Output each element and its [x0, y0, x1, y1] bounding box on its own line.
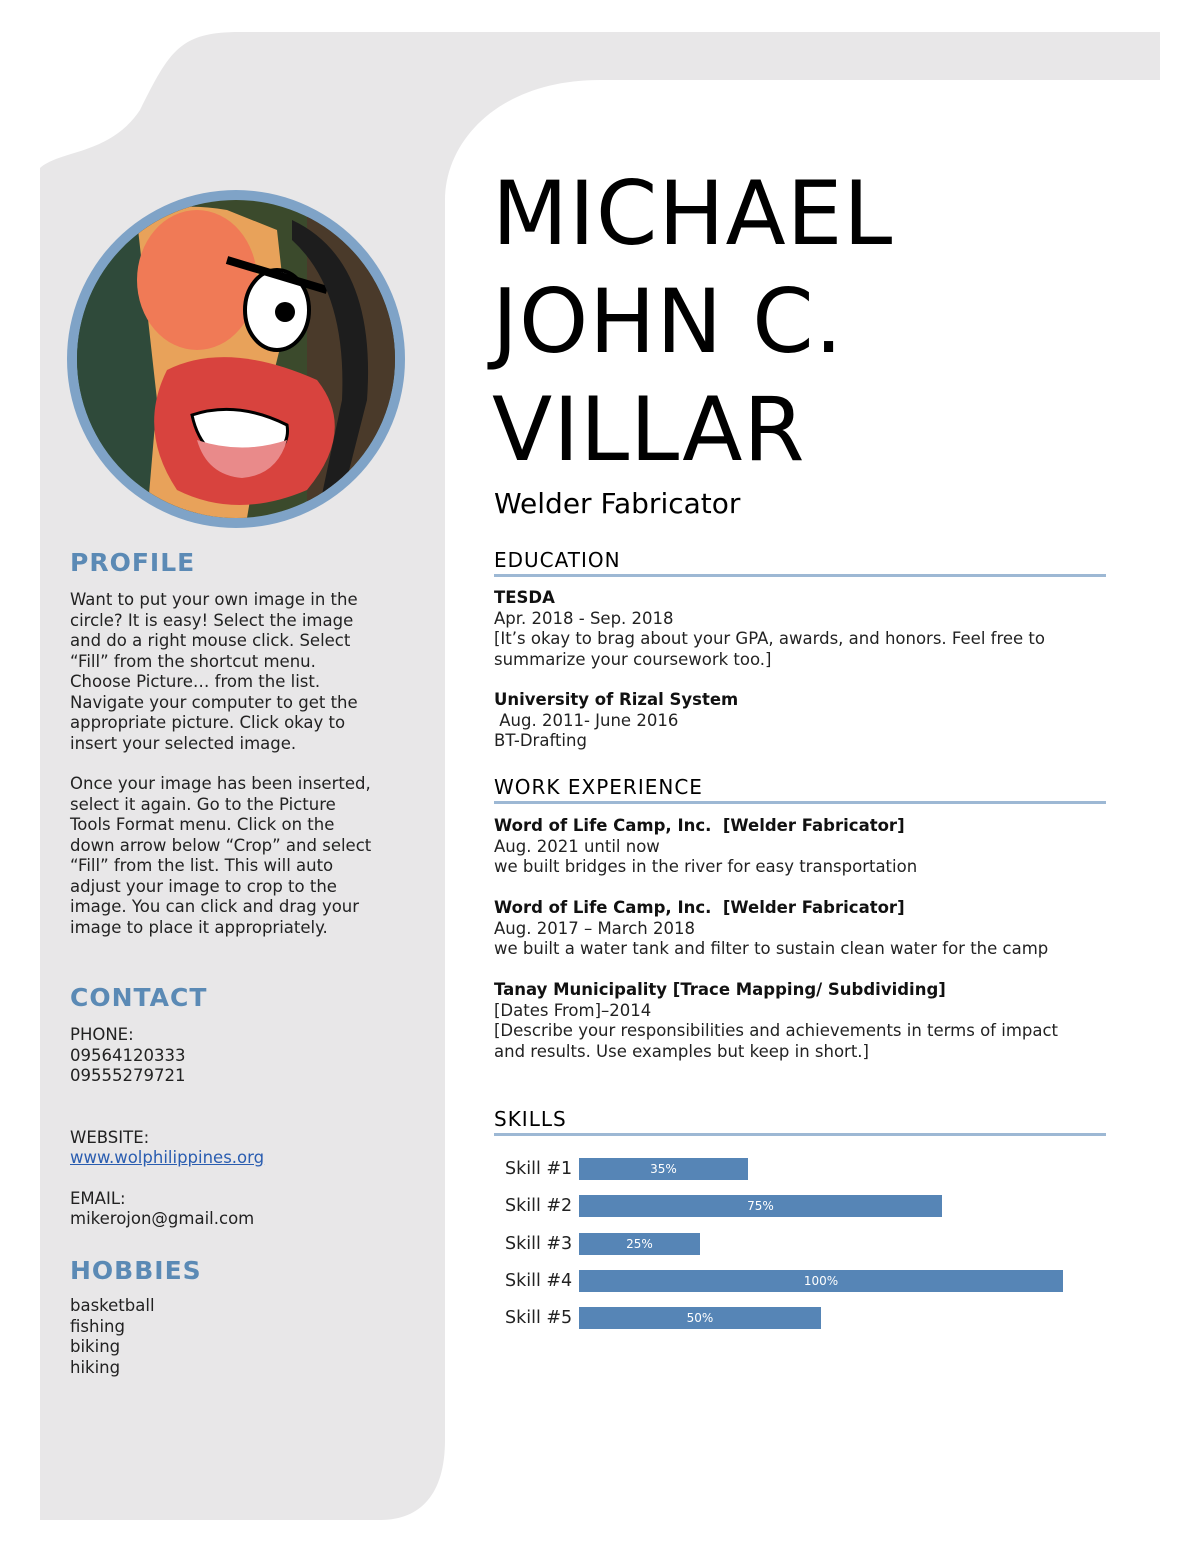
hobby-item: basketball: [70, 1296, 155, 1315]
work-entry: Tanay Municipality [Trace Mapping/ Subdividing] [Dates From]–2014 [Describe your responsibilities and achievements in terms of impact and results. Use examples but keep in short.]: [494, 980, 1059, 1061]
skill-bar: 35%: [579, 1158, 748, 1180]
profile-section: [70, 548, 410, 938]
hobby-item: hiking: [70, 1357, 121, 1377]
contact-heading: CONTACT: [70, 983, 208, 1012]
phone-number: 09564120333: [70, 1045, 186, 1065]
phone-number: 09555279721: [70, 1066, 186, 1085]
profile-paragraph-2: Once your image has been inserted, select it again. Go to the Picture Tools Format menu. Click on the down arrow below “Crop” and select “Fill” from the list. This will auto adjust your image to crop to the image. You can click and drag your image to place it appropriately.: [70, 774, 372, 937]
profile-photo-frame: [67, 190, 405, 528]
hobbies-section: [70, 1256, 410, 1378]
skill-label: Skill #5: [505, 1308, 573, 1328]
education-entry: TESDA Apr. 2018 - Sep. 2018 [It’s okay to brag about your GPA, awards, and honors. Feel free to summarize your coursework too.]: [494, 588, 1045, 669]
skill-bar: 100%: [579, 1270, 1063, 1292]
skill-bar: 50%: [579, 1307, 821, 1329]
skill-label: Skill #4: [505, 1271, 573, 1291]
work-experience-heading: WORK EXPERIENCE: [494, 775, 1106, 804]
email-label: EMAIL:: [70, 1188, 126, 1208]
hobbies-heading: HOBBIES: [70, 1256, 202, 1285]
profile-paragraph-1: Want to put your own image in the circle? It is easy! Select the image and do a right mouse click. Select “Fill” from the shortcut menu. Choose Picture… from the list. Navigate your computer to get the appropriate picture. Click okay to insert your selected image.: [70, 590, 358, 753]
job-title: Welder Fabricator: [494, 487, 741, 520]
skill-label: Skill #3: [505, 1234, 573, 1254]
skill-label: Skill #2: [505, 1196, 573, 1216]
hobby-item: biking: [70, 1337, 121, 1356]
skill-bar: 25%: [579, 1233, 700, 1255]
education-heading: EDUCATION: [494, 548, 1106, 577]
skill-bar: 75%: [579, 1195, 942, 1217]
education-entry: University of Rizal System Aug. 2011- June 2016 BT-Drafting: [494, 690, 739, 750]
website-link[interactable]: www.wolphilippines.org: [70, 1148, 265, 1167]
contact-section: [70, 983, 410, 1230]
website-label: WEBSITE:: [70, 1127, 150, 1147]
skill-label: Skill #1: [505, 1159, 573, 1179]
phone-label: PHONE:: [70, 1025, 134, 1044]
work-entry: Word of Life Camp, Inc. [Welder Fabricator] Aug. 2021 until now we built bridges in the river for easy transportation: [494, 816, 918, 876]
profile-heading: PROFILE: [70, 548, 196, 577]
skills-heading: SKILLS: [494, 1107, 1106, 1136]
work-entry: Word of Life Camp, Inc. [Welder Fabricator] Aug. 2017 – March 2018 we built a water tank and filter to sustain clean water for the camp: [494, 898, 1049, 958]
profile-photo[interactable]: [77, 200, 395, 518]
email-value[interactable]: mikerojon@gmail.com: [70, 1209, 255, 1228]
full-name: MICHAEL JOHN C. VILLAR: [492, 162, 894, 481]
hobby-item: fishing: [70, 1316, 125, 1336]
